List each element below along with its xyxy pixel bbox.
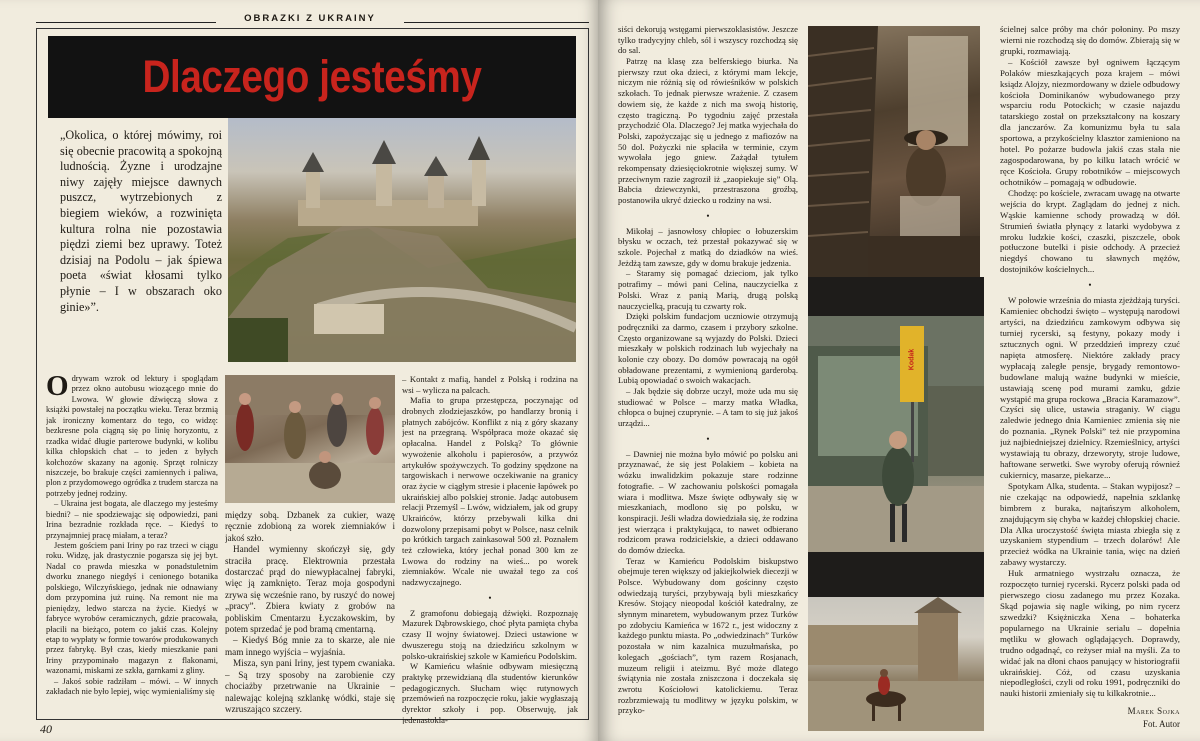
title-band <box>48 36 576 118</box>
separator-icon: • <box>706 210 710 221</box>
paragraph: Dzięki polskim fundacjom uczniowie otrzymują podręczniki za darmo, czasem i przybory szkolne. Często organizowane są wyjazdy do Polski. Dzieci mieszkały w polskich rodzinach lub wyjechały na kolonie czy obozy. Do domów powracają na ogół obładowane prezentami, z wymienioną garderobą. Lubią opowiadać o swoich wakacjach. <box>618 311 798 386</box>
paragraph: – Jakoś sobie radziłam – mówi. – W innych zakładach nie było lepiej, więc wymienialiśmy się <box>46 676 218 697</box>
paragraph: – Ukraina jest bogata, ale dlaczego my jesteśmy biedni? – nie spodziewając się odpowiedzi, pani Irina bezradnie rozkłada ręce. – Kiedyś to przynajmniej pracę miałam, a teraz? <box>46 499 218 540</box>
photo-divider <box>808 277 984 316</box>
paragraph: ścielnej salce próby ma chór połoniny. Po mszy wierni nie rozchodzą się do domów. Zbierają się w grupki, rozmawiają. <box>1000 24 1180 56</box>
photo-divider <box>808 552 984 597</box>
right-column-2 <box>1000 24 1180 724</box>
paragraph: między sobą. Dzbanek za cukier, wazę ręcznie zdobioną za worek ziemniaków i jakoś szło. <box>225 510 395 543</box>
paragraph: Chodzę: po kościele, zwracam uwagę na otwarte wejścia do krypt. Zaglądam do jednej z nich. Wąskie kamienne schody prowadzą w dół. Strumień światła płynący z latarki wydobywa z mroku ludzkie kości, czaszki, piszczele, obok potłuczone butelki i pisie odchody. A przecież niegdyś chowano tu sławnych mężów, dostojników kościelnych... <box>1000 187 1180 275</box>
paragraph: siści dekorują wstęgami pierwszoklasistów. Jeszcze tylko tradycyjny chleb, sól i wszyscy rozchodzą się do sal. <box>618 24 798 56</box>
paragraph: Mafia to grupa przestępcza, poczynając od drobnych złodziejaszków, po handlarzy bronią i płatnych zabójców. Konflikt z nią z góry skazany jest na przegraną. Współpraca może okazać się opłacalna. Handel z Polską? To głównie wywożenie alkoholu i papierosów, a przywóz artykułów spożywczych. To godziny spędzone na targowiskach i nerwowe oczekiwanie na granicy oraz życie w ciągłym stresie i płacenie łapówek po ukraińskiej albo polskiej stronie. Jadąc autobusem relacji Przemyśl – Lwów, widziałem, jak od grupy Ukraińców, którzy przebywali kilka dni dozwolony przepisami pobyt w Polsce, nasz celnik po krótkich targach zainkasował 500 zł. Poznałem też człowieka, który jechał ponad 300 km ze Lwowa do rodziny na wieś... po worek ziemniaków. Wcale nie uważał tego za coś nadzwyczajnego. <box>402 395 578 588</box>
paragraph: Jestem gościem pani Iriny po raz trzeci w ciągu roku. Widzę, jak drastycznie pogarsza się jej byt. Nadal co prawda mieszka w ponadstuletnim dworku znanego niegdyś i cenionego botanika polskiego, Wilczyńskiego, jednak nie odnawiany dom przypomina już ruinę. Na remont nie ma pieniędzy, ledwo starcza na życie. Kiedyś w fabryce wyrobów ceramicznych, gdzie pracowała, płacili na bieżąco, potem co jakiś czas. Kolejny etap to wypłaty w formie towarów produkowanych przez fabrykę. Był czas, kiedy mieszkanie pani Iriny przypominało magazyn z flakonami, wazonami, miskami ze szkła, garnkami z gliny. <box>46 541 218 676</box>
cellar-photo <box>808 26 980 277</box>
paragraph: Patrzę na klasę zza belferskiego biurka. Na pierwszy rzut oka dzieci, z którymi mam lekcje, niczym nie różnią się od rówieśników w polskich szkołach. To jednak pierwsze wrażenie. Z czasem dowiem się, że każde z nich ma swoją historię, często tragiczną. Po tygodniu zajęć przestała przychodzić Ola. Dlaczego? Jej matka wyjechała do Polski, zapożyczając się u jednego z mafiozów na 50 dol. Pożyczki nie spłaciła w terminie, czym wywołała jego gniew. Zażądał tytułem rekompensaty dziesięciokrotnie większej sumy. W przeciwnym razie zagroził iż „zaopiekuje się” Olą. Babcia dziewczynki, przestraszona groźbą, postanowiła ukryć dziecko u rodziny na wsi. <box>618 56 798 205</box>
left-column-2 <box>225 510 395 724</box>
section-header: OBRAZKI Z UKRAINY <box>244 13 376 24</box>
castle-illustration <box>228 118 576 362</box>
paragraph: – Kontakt z mafią, handel z Polską i rodzina na wsi – wylicza na palcach. <box>402 374 578 395</box>
left-column-1 <box>46 374 218 724</box>
left-column-3 <box>402 374 578 724</box>
article-title: Dlaczego jesteśmy <box>142 51 482 102</box>
paragraph: – Kiedyś Bóg mnie za to skarze, ale nie mam innego wyjścia – wyjaśnia. <box>225 635 395 657</box>
tower-illustration <box>808 597 984 731</box>
paragraph: – Dawniej nie można było mówić po polsku ani przyznawać, że się jest Polakiem – kobieta na wózku inwalidzkim pokazuje stare rodzinne fotografie. – W zachowaniu polskości pomagała wiara i modlitwa. Msze święte odbywały się w mieszkaniach, modlono się po polsku, w konspiracji. Jeśli władza dowiedziała się, że rodzina jest wierząca i praktykująca, to nawet odbierano rodzicom prawa rodzicielskie, a dzieci oddawano do domów dziecka. <box>618 448 798 555</box>
header-rule-left <box>36 22 216 23</box>
castle-photo <box>228 118 576 362</box>
paragraph: Huk armatniego wystrzału oznacza, że rozpoczęto turniej rycerski. Rycerz polski pada od pierwszego ciosu zadanego mu przez Kozaka. Skąd pojawia się nagle wiking, po nim rycerz szwedzki? Księżniczka Xena – bohaterka popularnego na Ukrainie serialu – dopełnia mętliku w głowach oglądających. Doprawdy, trudno odgadnąć, co reżyser miał na myśli. Za to widać jak na dłoni chaos panujący w historiografii ukraińskiej. Cóż, od czasu uzyskania niepodległości, czyli od roku 1991, podręczniki do nauki historii zmieniały się tu kilkakrotnie... <box>1000 568 1180 699</box>
cellar-illustration <box>808 26 980 277</box>
kiosk-illustration <box>808 316 984 552</box>
market-photo <box>225 375 395 503</box>
paragraph: – Staramy się pomagać dzieciom, jak tylko potrafimy – mówi pani Celina, nauczycielka z Polski. Wraz z panią Marią, drugą polską nauczycielką, pracują tu czwarty rok. <box>618 268 798 311</box>
separator-icon: • <box>1088 280 1092 291</box>
paragraph: – Jak będzie się dobrze uczył, może uda mu się studiować w Polsce – marzy matka Władka, chłopca o bujnej czuprynie. – A tam to się już jakoś urządzi... <box>618 386 798 429</box>
paragraph: W połowie września do miasta zjeżdżają turyści. Kamieniec obchodzi święto – występują narodowi artyści, na dziedzińcu zamkowym odbywa się turniej rycerski, są festyny, pokazy mody i sztucznych ogni. W przeddzień imprezy czuć napięta atmosferę. Niektóre zakłady pracy wypłacają zaległe pensje, brygady remontowo-budowlane malują ważne budynki w mieście, ustawiają scenę pod murami zamku, gdzie wystąpić ma grupa rockowa „Bracia Karamazow”. Czyści się ulice, ustawia straganiy. W ciągu zaledwie jednego dnia Kamieniec zmienia się nie do poznania. „Rynek Polski” też nie przypomina już najbiedniejszej dzielnicy. Rzemieślnicy, artyści wystawiają tu obrazy, drzeworyty, stroje ludowe, haftowane serwetki. Swe wyroby oferują równieź cukiernicy, masarze, piekarze... <box>1000 295 1180 480</box>
page-number: 40 <box>40 722 52 736</box>
lead-quote: „Okolica, o której mówimy, roi się obecnie pracowitą a spokojną ludnością. Żyzne i urodzajne niwy zajęły miejsce dawnych puszcz, wytrzebionych z biegiem wieków, a rozwinięta kultura rolna nie pozostawia piędzi ziemi bez uprawy. Toteż dzisiaj na Podolu – jak śpiewa poeta «świat kłosami tylko płynie – I w obszarach oko ginie»”. <box>60 128 222 314</box>
header-rule-right <box>404 22 589 23</box>
drop-cap: O <box>46 374 69 402</box>
paragraph: Teraz w Kamieńcu Podolskim biskupstwo obejmuje teren większy od jakiejkolwiek diecezji w Polsce. Wybudowany dom gościnny często odwiedzają turyści, przybywają byli mieszkańcy Kresów. Stojący nieopodal kościół katedralny, ze słynnym minaretem, wybudowanym przez Turków po zdobyciu Kamieńca w 1672 r., jest widoczny z każdego punktu miasta. Po „odwiedzinach” Turków pozostała w nim kazalnica muzułmańska, po kolegach „gościach”, tym razem Rosjanach, muzeum religii i ateizmu. Być może dlatego świątynia nie została zniszczona i doczekała się zwrotu Kościołowi katolickiemu. Teraz rozbrzmiewają tu modlitwy w języku polskim, w przyko- <box>618 555 798 716</box>
market-illustration <box>225 375 395 503</box>
photo-credit: Fot. Autor <box>1142 719 1180 729</box>
paragraph: Odrywam wzrok od lektury i spoglądam przez okno autobusu wiozącego mnie do Lwowa. W głowie dźwięczą słowa z książki powstałej na początku wieku. Teraz brzmią jak ironiczny komentarz do tego, co widzę: bezkresne pola ciągną się po linię horyzontu, z rzadka widać długie parterowe budynki, w kolibu kilka chłopskich chat – to jeden z byłych kołchozów skazany na agonię. Sprzęt rolniczy niszczeje, bo brakuje części zamiennych i paliwa, plon z przydomowego ogródka z trudem starcza na potrzeby jednej rodziny. <box>46 374 218 498</box>
right-column-1 <box>618 24 798 724</box>
paragraph: – Kościół zawsze był ogniwem łączącym Polaków mieszkających poza krajem – mówi ksiądz Alojzy, niezmordowany w dziele odbudowy kościoła Dominikanów wybudowanego przy wsparciu rodu Potockich; w czasie najazdu tatarskiego został on przekształcony na koszary dla janczarów. Za komunizmu była tu sala sportowa, a przykościelny klasztor zamieniono na hotel. Po pożarze budowla jakiś czas stała nie zagospodarowana, by po kilku latach wrócić w ręce Kościoła. Grupy robotników – miejscowych ochotników – pomagają w odbudowie. <box>1000 56 1180 187</box>
right-page <box>598 0 1200 741</box>
separator-icon: • <box>706 433 710 444</box>
paragraph: Mikołaj – jasnowłosy chłopiec o łobuzerskim błysku w oczach, też przestał pokazywać się w szkole. Pojechał z matką do dziadków na wieś. Jeżdżą tam zawsze, gdy w domu brakuje jedzenia. <box>618 225 798 268</box>
tower-photo <box>808 597 984 731</box>
kiosk-sign: Kodak <box>908 348 916 371</box>
paragraph: W Kamieńcu właśnie odbywam miesięczną praktykę przewidzianą dla studentów kierunków pedagogicznych. Słucham więc rutynowych przemówień na rozpoczęcie roku, jakie wygłaszają dyrektor szkoły i pop. Obserwuję, jak jedenastokla- <box>402 661 578 724</box>
paragraph: Spotykam Alka, studenta. – Stakan wypijosz? – nie czekając na odpowiedź, napełnia szklankę bimbrem z buraka, najtańszym alkoholem, znajdującym się chyba w każdej chłopskiej chacie. Dla Alka uroczystość święta miasta zbiegła się z uzyskaniem stypendium – trzech dolarów! Ale przecież wódka na Ukrainie tania, więc na dzień zabawy wystarczy. <box>1000 480 1180 568</box>
paragraph: Misza, syn pani Iriny, jest typem cwaniaka. – Są trzy sposoby na zarobienie czy chociażby przetrwanie na Ukrainie – nalewając kolejną szklankę wódki, staje się wzruszająco szczery. <box>225 658 395 714</box>
kiosk-photo <box>808 316 984 552</box>
separator-icon: • <box>488 592 492 603</box>
left-page <box>0 0 598 741</box>
author-credit: Marek Sojka <box>1127 706 1180 716</box>
paragraph: Handel wymienny skończył się, gdy straciła pracę. Elektrownia przestała dostarczać prąd do niewypłacalnej fabryki, więc ją zamknięto. Teraz moja gospodyni zrywa się wcześnie rano, by ruszyć do nowej „pracy”. Zbiera kwiaty z grobów na pobliskim Cmentarzu Łyczakowskim, by potem sprzedać je pod bramą cmentarną. <box>225 544 395 635</box>
paragraph: Z gramofonu dobiegają dźwięki. Rozpoznaję Mazurek Dąbrowskiego, choć płyta pamięta chyba czasy II wojny światowej. Dzieci ustawione w dwuszeregu stoją na dziedzińcu szkolnym w polsko-ukraińskiej szkole w Kamieńcu Podolskim. <box>402 607 578 661</box>
